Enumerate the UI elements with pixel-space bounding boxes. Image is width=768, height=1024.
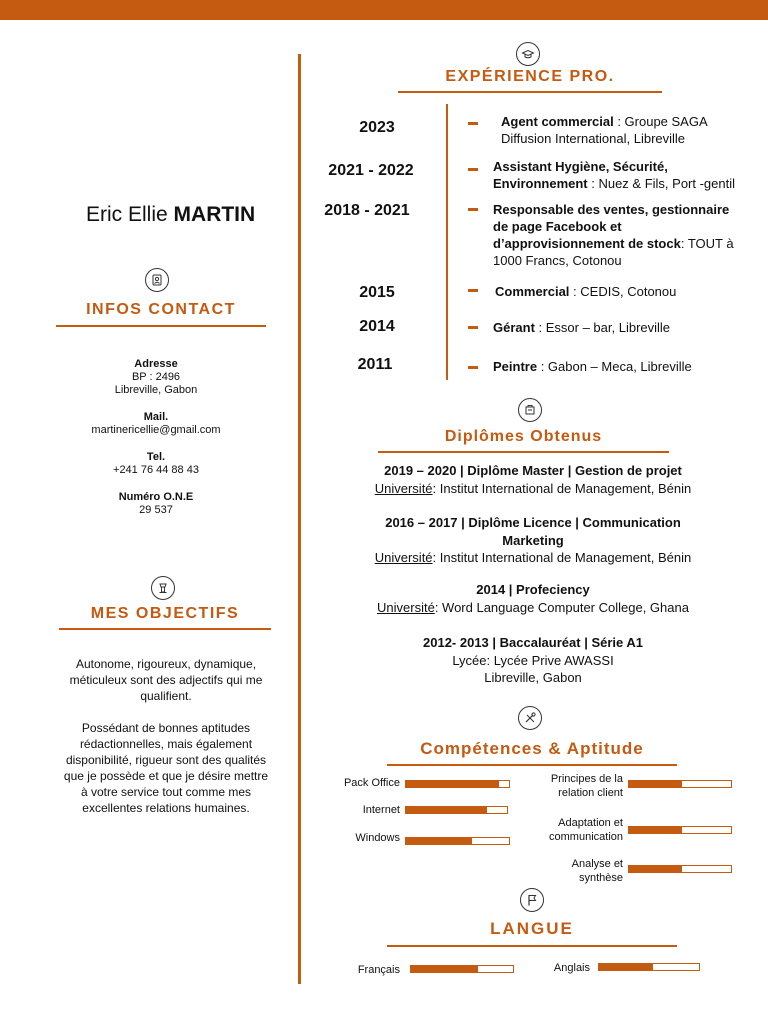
exp-year: 2018 - 2021 [324,202,410,219]
objectives-rule [59,628,271,630]
tel-value: +241 76 44 88 43 [113,464,199,476]
mail-label: Mail. [143,411,169,423]
timeline-marker [468,366,478,369]
language-bar [410,965,514,973]
skill-bar-fill [406,838,472,844]
school-name: : Institut International de Management, Bénin [432,480,692,496]
timeline-marker [468,289,478,292]
exp-role: Assistant Hygiène, Sécurité, Environnement [493,159,668,191]
skill-bar [405,780,510,788]
exp-role: Commercial [495,284,570,299]
exp-role: Gérant [493,320,535,335]
timeline-line [446,104,448,380]
flag-icon [520,888,544,912]
school-label: Université [377,599,435,615]
mail-value: martinericellie@gmail.com [91,424,221,436]
exp-detail: : TOUT à 1000 Francs, Cotonou [493,236,734,268]
exp-year: 2014 [359,318,395,335]
diploma-head: 2012- 2013 | Baccalauréat | Série A1 [423,635,643,650]
full-name [86,203,255,227]
exp-year: 2015 [359,284,395,301]
diploma-head: 2014 | Profeciency [476,582,590,597]
skill-bar-fill [629,866,682,872]
skill-label: Windows [355,832,400,844]
diploma-entry [343,581,723,616]
exp-item [493,319,733,336]
timeline-marker [468,208,478,211]
diploma-entry [343,634,723,687]
objectives-icon [151,576,175,600]
contact-icon [145,268,169,292]
exp-item [501,113,731,147]
skill-bar-fill [629,827,682,833]
exp-item [493,158,763,192]
language-label: Français [357,964,400,976]
school-label: Université [374,480,433,496]
exp-item [495,283,735,300]
exp-item [493,201,743,269]
language-bar [598,963,700,971]
skill-bar [628,826,732,834]
skill-label: Analyse et synthèse [571,858,623,884]
diploma-entry [343,462,723,497]
exp-detail: : Essor – bar, Libreville [534,320,671,335]
languages-rule [387,945,677,947]
exp-year: 2021 - 2022 [328,162,414,179]
exp-year: 2023 [359,119,395,136]
languages-title: LANGUE [490,919,574,938]
timeline-marker [468,122,478,125]
exp-detail: : Groupe SAGA Diffusion International, Libreville [501,114,707,146]
contact-rule [56,325,266,327]
exp-role: Responsable des ventes, gestionnaire de page Facebook et d’approvisionnement de stock [493,202,730,251]
skills-rule [387,764,677,766]
last-name: MARTIN [173,203,256,226]
school-location: Libreville, Gabon [484,670,582,685]
skill-bar [405,806,508,814]
skill-bar [405,837,510,845]
contact-tel [56,451,256,477]
graduation-cap-icon [516,42,540,66]
diploma-head: 2019 – 2020 | Diplôme Master | Gestion de projet [384,463,682,478]
exp-detail: : Nuez & Fils, Port -gentil [587,176,736,191]
exp-item [493,358,733,375]
skill-bar-fill [406,781,499,787]
school-name: Lycée: Lycée Prive AWASSI [452,652,614,668]
one-value: 29 537 [139,504,173,516]
diplomas-title: Diplômes Obtenus [444,428,603,445]
diploma-head: 2016 – 2017 | Diplôme Licence | Communication Marketing [385,515,681,548]
exp-detail: : Gabon – Meca, Libreville [537,359,692,374]
skills-title: Compétences & Aptitude [420,739,644,758]
address-label: Adresse [134,358,178,370]
exp-year: 2011 [357,356,393,373]
skill-bar [628,865,732,873]
language-label: Anglais [553,962,590,974]
diplomas-rule [378,451,669,453]
exp-role: Peintre [493,359,538,374]
experience-rule [398,91,662,93]
objectives-text-1: Autonome, rigoureux, dynamique, méticuleux sont des adjectifs qui me qualifient. [69,657,263,703]
skill-bar-fill [406,807,487,813]
skill-label: Principes de la relation client [550,773,623,799]
contact-address [56,358,256,397]
address-line2: Libreville, Gabon [114,384,198,396]
address-line1: BP : 2496 [131,371,181,383]
school-name: : Institut International de Management, Bénin [432,550,692,565]
skill-label: Internet [362,804,400,816]
contact-mail [56,411,256,437]
school-name: : Word Language Computer College, Ghana [434,599,689,615]
experience-title: EXPÉRIENCE PRO. [445,68,615,85]
diploma-entry [358,514,708,567]
timeline-marker [468,326,478,329]
top-accent-bar [0,0,768,20]
one-label: Numéro O.N.E [118,491,194,503]
language-bar-fill [599,964,653,970]
contact-title: INFOS CONTACT [86,301,236,318]
exp-detail: : CEDIS, Cotonou [569,284,677,299]
exp-role: Agent commercial [501,114,614,129]
skill-label: Adaptation et communication [549,817,623,843]
first-name: Eric Ellie [86,203,168,226]
skill-bar [628,780,732,788]
school-label: Université [374,550,433,565]
contact-one [56,491,256,517]
skill-label: Pack Office [343,777,400,789]
tel-label: Tel. [146,451,166,463]
objectives-text-2: Possédant de bonnes aptitudes rédactionnelles, mais également disponibilité, rigueur sont des qualités que je possède et que je désire mettre à votre service tout comme mes excellentes relations humaines. [63,721,269,815]
language-bar-fill [411,966,478,972]
skill-bar-fill [629,781,682,787]
tools-icon [518,706,542,730]
objectives-title: MES OBJECTIFS [90,605,240,622]
diploma-icon [518,398,542,422]
timeline-marker [468,168,478,171]
